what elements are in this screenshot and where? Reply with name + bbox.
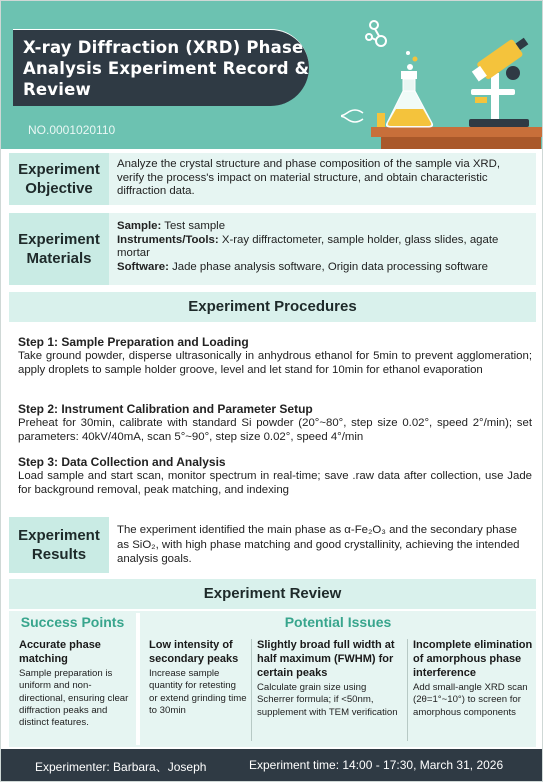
instruments-value: X-ray diffractometer, sample holder, glass slides, agate mortar bbox=[117, 233, 499, 259]
review-divider bbox=[136, 613, 140, 745]
instruments-key: Instruments/Tools: bbox=[117, 233, 219, 246]
issue-item bbox=[257, 638, 403, 719]
step-title: Step 2: Instrument Calibration and Parameter Setup bbox=[18, 402, 313, 416]
materials-label: Experiment Materials bbox=[9, 213, 109, 285]
issue-separator bbox=[251, 639, 252, 741]
materials-section bbox=[9, 213, 536, 285]
footer-bar bbox=[1, 749, 543, 782]
success-heading: Success Points bbox=[20, 614, 125, 630]
step-text: Preheat for 30min, calibrate with standard Si powder (20°~80°, step size 0.02°, speed 2°/min); set parameters: 40kV/40mA, scan 5°~90°, step size 0.02°, speed 4°/min bbox=[18, 417, 532, 443]
experiment-time: Experiment time: 14:00 - 17:30, March 31, 2026 bbox=[249, 758, 504, 772]
issue-separator bbox=[407, 639, 408, 741]
issue-text: Calculate grain size using Scherrer formula; if <50nm, supplement with TEM verification bbox=[257, 682, 398, 718]
review-section bbox=[9, 611, 536, 747]
objective-text: Analyze the crystal structure and phase composition of the sample via XRD, verify the process's impact on material structure, and obtain characteristic diffraction data. bbox=[117, 158, 501, 197]
success-point bbox=[19, 638, 131, 729]
procedure-step bbox=[18, 456, 532, 497]
results-section bbox=[9, 517, 536, 573]
procedure-step bbox=[18, 336, 532, 377]
issue-title: Slightly broad full width at half maximum (FWHM) for certain peaks bbox=[257, 639, 395, 679]
software-value: Jade phase analysis software, Origin data processing software bbox=[168, 260, 489, 273]
experimenter-info: Experimenter: Barbara、Joseph bbox=[35, 760, 207, 774]
lab-flask-icon bbox=[377, 51, 433, 127]
procedure-step bbox=[18, 403, 532, 444]
issue-item bbox=[413, 638, 533, 719]
objective-section bbox=[9, 153, 536, 205]
issue-title: Incomplete elimination of amorphous phase interference bbox=[413, 639, 533, 679]
results-text: The experiment identified the main phase as α-Fe₂O₃ and the secondary phase as SiO₂, with high phase matching and good crystallinity, achieving the intended analysis goals. bbox=[117, 524, 520, 565]
document-number: NO.0001020110 bbox=[28, 123, 116, 137]
materials-instruments bbox=[117, 234, 529, 261]
dna-icon bbox=[341, 110, 363, 122]
results-label: Experiment Results bbox=[9, 517, 109, 573]
page-title: X-ray Diffraction (XRD) Phase Analysis Experiment Record & Review bbox=[23, 38, 310, 99]
objective-label: Experiment Objective bbox=[9, 153, 109, 205]
lab-bench bbox=[371, 127, 543, 137]
sample-value: Test sample bbox=[161, 220, 226, 232]
step-text: Load sample and start scan, monitor spectrum in real-time; save .raw data after collection, use Jade for background removal, peak matching, and indexing bbox=[18, 470, 532, 496]
issue-text: Increase sample quantity for retesting or extend grinding time to 30min bbox=[149, 668, 247, 716]
materials-software bbox=[117, 261, 529, 275]
issues-heading: Potential Issues bbox=[284, 614, 392, 630]
step-text: Take ground powder, disperse ultrasonically in anhydrous ethanol for 5min to prevent agglomeration; apply droplets to sample holder groove, level and let stand for 10min for ethanol evaporation bbox=[18, 350, 532, 376]
title-box bbox=[13, 29, 309, 106]
step-title: Step 1: Sample Preparation and Loading bbox=[18, 335, 249, 349]
success-title: Accurate phase matching bbox=[19, 639, 101, 665]
review-heading: Experiment Review bbox=[9, 579, 536, 609]
materials-list bbox=[117, 220, 529, 274]
issue-item bbox=[149, 638, 247, 717]
procedures-heading: Experiment Procedures bbox=[9, 292, 536, 322]
microscope-icon bbox=[469, 33, 532, 127]
sample-key: Sample: bbox=[117, 220, 162, 232]
molecule-icon bbox=[366, 21, 386, 46]
issue-text: Add small-angle XRD scan (2θ=1°~10°) to screen for amorphous components bbox=[413, 682, 528, 718]
success-text: Sample preparation is uniform and non-directional, ensuring clear diffraction peaks and distinct features. bbox=[19, 668, 129, 729]
procedures-body bbox=[9, 323, 536, 511]
issue-title: Low intensity of secondary peaks bbox=[149, 639, 239, 665]
software-key: Software: bbox=[117, 260, 169, 273]
step-title: Step 3: Data Collection and Analysis bbox=[18, 455, 226, 469]
lab-illustration bbox=[341, 1, 543, 149]
materials-sample bbox=[117, 220, 529, 234]
header-banner bbox=[1, 1, 543, 149]
